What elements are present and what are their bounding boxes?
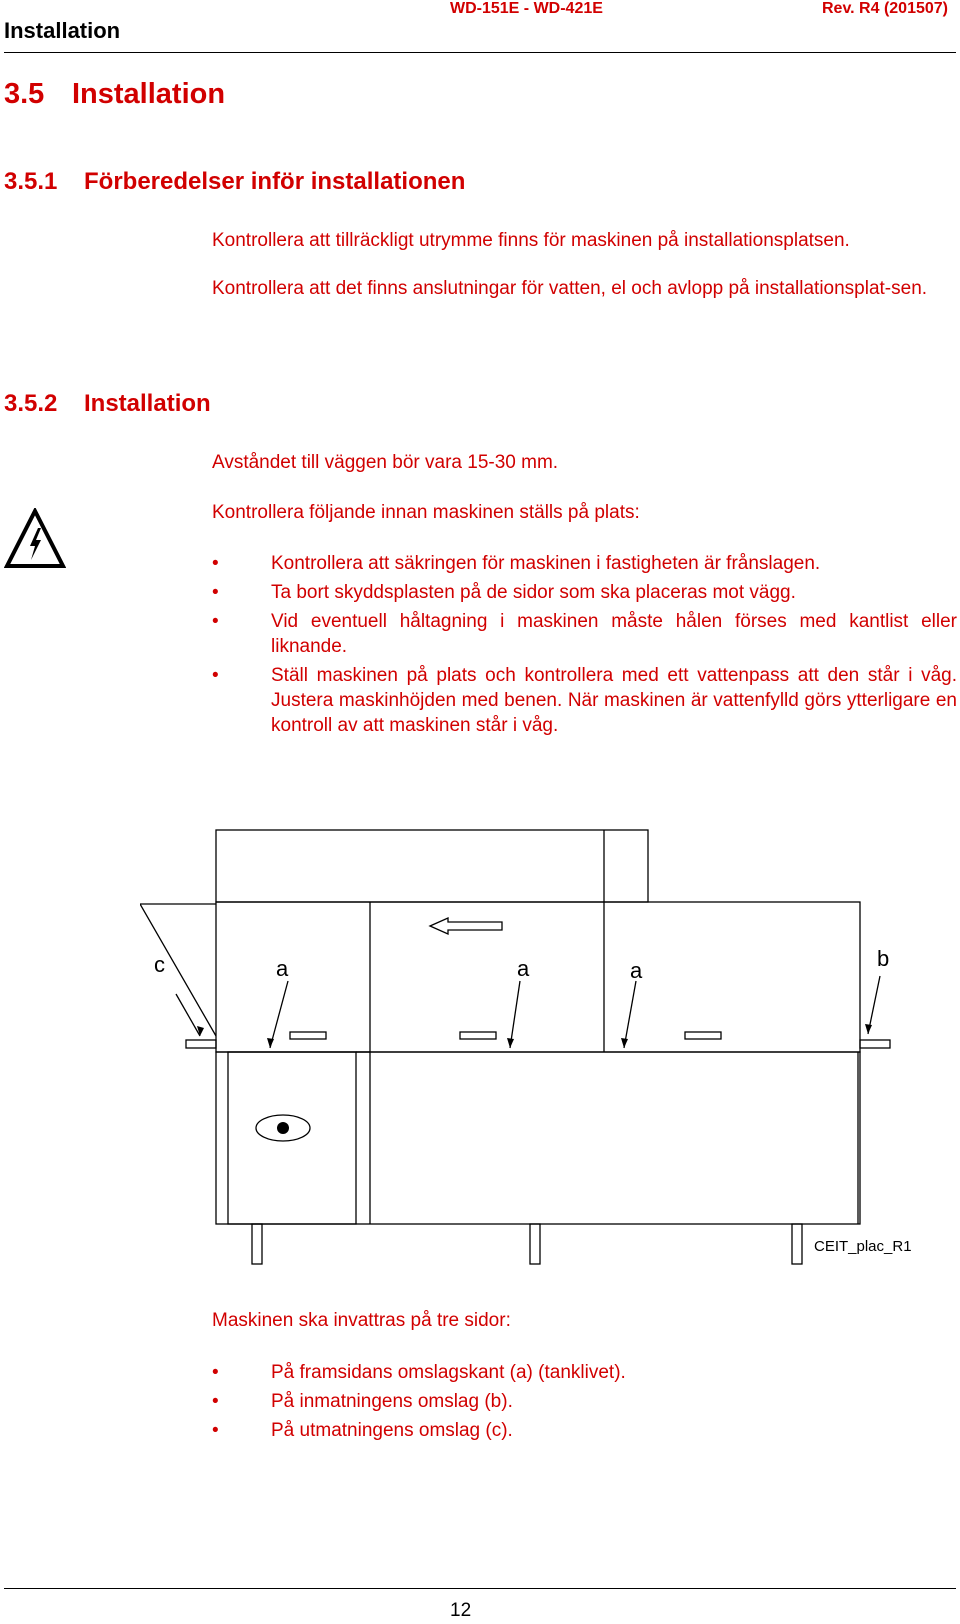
paragraph-space-check: Kontrollera att tillräckligt utrymme finns för maskinen på installationsplatsen.	[212, 230, 850, 251]
section-title: Förberedelser inför installationen	[84, 168, 466, 195]
label-a: a	[276, 956, 289, 981]
section-heading-preparations	[4, 168, 465, 196]
label-c: c	[154, 952, 165, 977]
header-section-title: Installation	[4, 18, 121, 43]
bullet: •	[212, 665, 219, 686]
chapter-heading	[4, 78, 225, 111]
list-item: • Ta bort skyddsplasten på de sidor som ska placeras mot vägg.	[212, 582, 796, 603]
list-item: • På inmatningens omslag (b).	[212, 1391, 513, 1412]
label-a: a	[517, 956, 530, 981]
sealing-list	[212, 1360, 957, 1447]
list-item: • På utmatningens omslag (c).	[212, 1420, 513, 1441]
section-title: Installation	[84, 390, 211, 417]
footer-divider	[4, 1588, 956, 1589]
machine-side-view-diagram	[140, 826, 920, 1291]
label-b: b	[877, 946, 890, 971]
bullet: •	[212, 1362, 219, 1383]
list-item: • Ställ maskinen på plats och kontrollera med ett vattenpass att den står i våg. Justera maskinhöjden med benen. När maskinen är vattenfylld görs ytterligare en kontroll av att maskinen står i våg.	[212, 665, 957, 736]
label-a: a	[630, 958, 643, 983]
bullet: •	[212, 611, 219, 632]
list-item: • Kontrollera att säkringen för maskinen i fastigheten är frånslagen.	[212, 553, 821, 574]
section-number: 3.5.1	[4, 168, 58, 195]
paragraph-connections-check: Kontrollera att det finns anslutningar för vatten, el och avlopp på installationsplat-sen.	[212, 278, 928, 299]
header-revision: Rev. R4 (201507)	[822, 0, 948, 17]
bullet: •	[212, 1420, 219, 1441]
bullet: •	[212, 582, 219, 603]
chapter-title: Installation	[72, 78, 226, 110]
indicator-dot	[277, 1122, 289, 1134]
bullet: •	[212, 1391, 219, 1412]
list-item: • På framsidans omslagskant (a) (tanklivet).	[212, 1362, 626, 1383]
page-number: 12	[450, 1600, 472, 1621]
paragraph-sealing-intro: Maskinen ska invattras på tre sidor:	[212, 1310, 511, 1331]
electrical-hazard-icon	[4, 508, 66, 575]
installation-check-list	[212, 551, 957, 742]
diagram-caption: CEIT_plac_R1	[814, 1238, 912, 1255]
bullet: •	[212, 553, 219, 574]
section-heading-installation	[4, 390, 211, 418]
paragraph-check-intro: Kontrollera följande innan maskinen ställs på plats:	[212, 502, 640, 523]
section-number: 3.5.2	[4, 390, 58, 417]
header-divider	[4, 52, 956, 53]
paragraph-wall-distance: Avståndet till väggen bör vara 15-30 mm.	[212, 452, 559, 473]
list-item: • Vid eventuell håltagning i maskinen måste hålen förses med kantlist eller liknande.	[212, 611, 957, 657]
chapter-number: 3.5	[4, 78, 45, 110]
header-model: WD-151E - WD-421E	[450, 0, 603, 17]
